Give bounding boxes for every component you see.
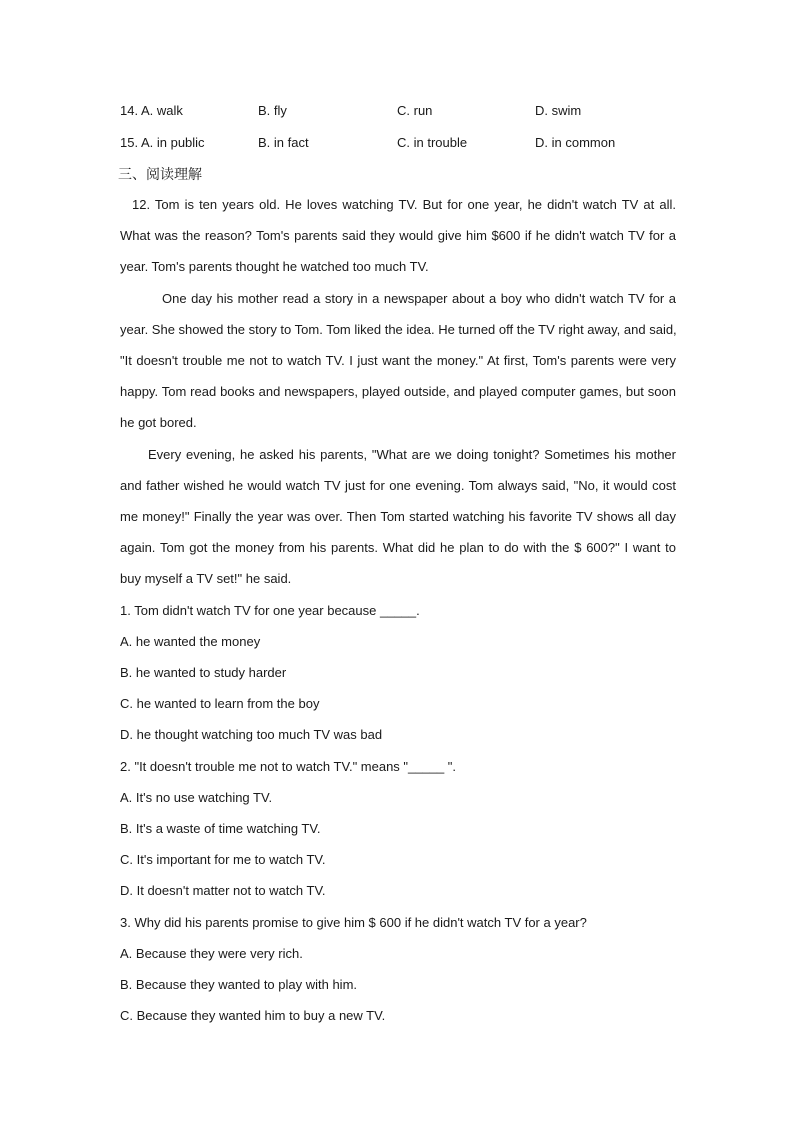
option-a: 15. A. in public — [120, 135, 205, 150]
question-3-option-a: A. Because they were very rich. — [120, 946, 303, 961]
question-1-stem: 1. Tom didn't watch TV for one year because _____. — [120, 603, 420, 618]
question-1-option-c: C. he wanted to learn from the boy — [120, 696, 320, 711]
question-1-option-d: D. he thought watching too much TV was bad — [120, 727, 383, 742]
option-b: B. fly — [258, 103, 287, 118]
passage-line: year. She showed the story to Tom. Tom liked the idea. He turned off the TV right away, and said, — [120, 322, 677, 337]
passage-line: One day his mother read a story in a newspaper about a boy who didn't watch TV for a — [162, 291, 676, 306]
question-3-option-c: C. Because they wanted him to buy a new TV. — [120, 1008, 386, 1023]
option-b: B. in fact — [258, 135, 309, 150]
option-d: D. in common — [535, 135, 616, 150]
question-3-option-b: B. Because they wanted to play with him. — [120, 977, 358, 992]
passage-line: buy myself a TV set!" he said. — [120, 571, 292, 586]
question-1-option-b: B. he wanted to study harder — [120, 665, 287, 680]
question-3-stem: 3. Why did his parents promise to give him $ 600 if he didn't watch TV for a year? — [120, 915, 587, 930]
option-a: 14. A. walk — [120, 103, 183, 118]
passage-line: What was the reason? Tom's parents said they would give him $600 if he didn't watch TV for a — [120, 228, 676, 243]
passage-line: "It doesn't trouble me not to watch TV. I just want the money." At first, Tom's parents were very — [120, 353, 676, 368]
passage-line: me money!" Finally the year was over. Then Tom started watching his favorite TV shows all day — [120, 509, 676, 524]
question-2-option-d: D. It doesn't matter not to watch TV. — [120, 883, 326, 898]
question-2-option-a: A. It's no use watching TV. — [120, 790, 273, 805]
option-d: D. swim — [535, 103, 582, 118]
question-15-options — [120, 133, 680, 153]
passage-line: Every evening, he asked his parents, "What are we doing tonight? Sometimes his mother — [148, 447, 676, 462]
question-2-stem: 2. "It doesn't trouble me not to watch TV." means "_____ ". — [120, 759, 457, 774]
section-heading: 三、阅读理解 — [118, 166, 202, 182]
passage-line: happy. Tom read books and newspapers, played outside, and played computer games, but soon — [120, 384, 676, 399]
question-2-option-c: C. It's important for me to watch TV. — [120, 852, 326, 867]
option-c: C. run — [397, 103, 433, 118]
passage-line: and father wished he would watch TV just for one evening. Tom always said, "No, it would cost — [120, 478, 676, 493]
question-1-option-a: A. he wanted the money — [120, 634, 261, 649]
question-2-option-b: B. It's a waste of time watching TV. — [120, 821, 321, 836]
passage-line: he got bored. — [120, 415, 197, 430]
passage-line: 12. Tom is ten years old. He loves watching TV. But for one year, he didn't watch TV at all. — [132, 197, 676, 212]
passage-line: again. Tom got the money from his parents. What did he plan to do with the $ 600?" I want to — [120, 540, 676, 555]
passage-line: year. Tom's parents thought he watched too much TV. — [120, 259, 429, 274]
question-14-options — [120, 101, 680, 121]
option-c: C. in trouble — [397, 135, 468, 150]
